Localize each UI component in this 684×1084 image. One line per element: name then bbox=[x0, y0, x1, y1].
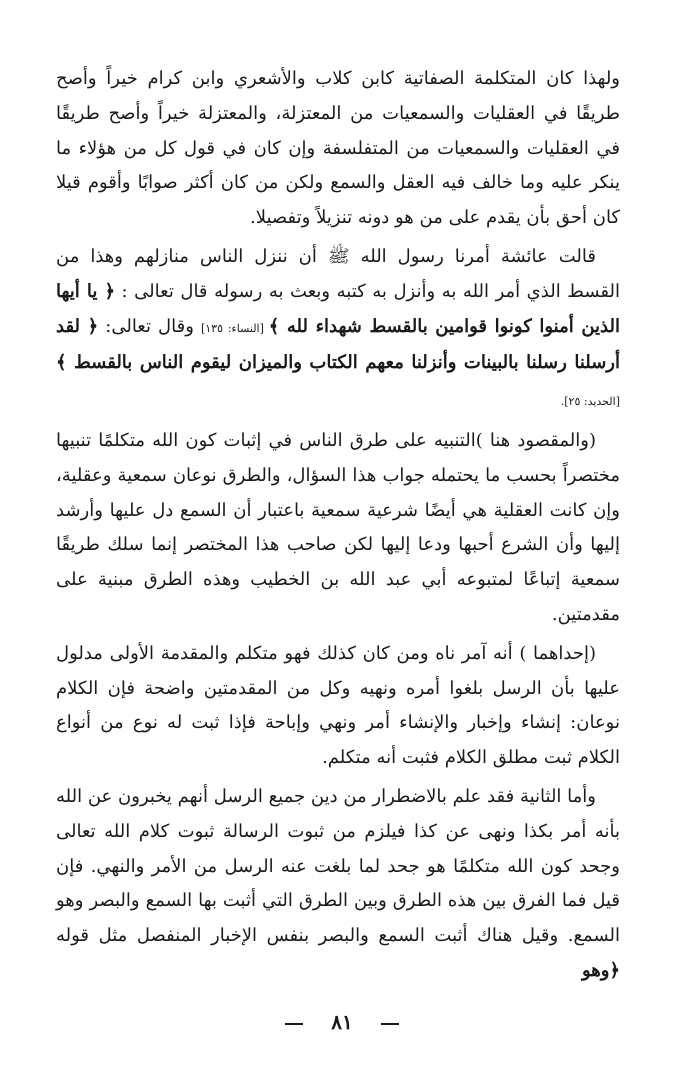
quran-verse-hadid: ﴿ لقد أرسلنا رسلنا بالبينات وأنزلنا معهم الكتاب والميزان ليقوم الناس بالقسط ﴾ bbox=[56, 315, 620, 374]
paragraph-2 bbox=[56, 240, 620, 420]
paragraph-1: ولهذا كان المتكلمة الصفاتية كابن كلاب والأشعري وابن كرام خيراً وأصح طريقًا في العقليات والسمعيات من المعتزلة، والمعتزلة خيراً وأصح طريقًا في العقليات والسمعيات من المتفلسفة وإن كان في قول كل من هؤلاء ما ينكر عليه وما خالف فيه العقل والسمع ولكن من كان أكثر صوابًا وأقوم قيلا كان أحق بأن يقدم على من هو دونه تنزيلاً وتفصيلا. bbox=[56, 68, 620, 229]
quran-verse-nisa: ﴿ يا أيها الذين أمنوا كونوا قوامين بالقسط شهداء لله ﴾ bbox=[56, 280, 620, 337]
page-number: ٨١ bbox=[331, 1010, 353, 1034]
paragraph-5-text: وأما الثانية فقد علم بالاضطرار من دين جميع الرسل أنهم يخبرون عن الله بأنه أمر بكذا ونهى عن كذا فيلزم من ثبوت الرسالة ثبوت كلام الله تعالى وجحد كون الله متكلمًا هو جحد لما بلغت عنه الرسل من الأمر والنهي. فإن قيل فما الفرق بين هذه الطرق وبين الطرق التي أثبت بها السمع والبصر وهو السمع. وقيل هناك أثبت السمع والبصر بنفس الإخبار المنفصل مثل قوله bbox=[56, 785, 620, 947]
page-footer bbox=[0, 1010, 684, 1034]
quran-verse-start: ﴿وهو bbox=[581, 959, 620, 981]
paragraph-4: (إحداهما ) أنه آمر ناه ومن كان كذلك فهو متكلم والمقدمة الأولى مدلول عليها بأن الرسل بلغوا أمره ونهيه وكل من المقدمتين واضحة فإن الكلام نوعان: إنشاء وإخبار والإنشاء أمر ونهي وإباحة فإذا ثبت له نوع من أنواع الكلام ثبت مطلق الكلام فثبت أنه متكلم. bbox=[56, 642, 620, 769]
paragraph-2-text: قالت عائشة أمرنا رسول الله ﷺ أن ننزل الناس منازلهم وهذا من القسط الذي أمر الله به وأنزل به كتبه وبعث به رسوله قال تعالى : bbox=[56, 245, 620, 302]
verse-reference-nisa: [النساء: ١٣٥] bbox=[200, 321, 269, 335]
verse-reference-hadid: [الحديد: ٢٥]. bbox=[560, 395, 620, 409]
paragraph-5 bbox=[56, 780, 620, 989]
paragraph-3: (والمقصود هنا )التنبيه على طرق الناس في إثبات كون الله متكلمًا تنبيها مختصراً بحسب ما يحتمله جواب هذا السؤال، والطرق نوعان سمعية وعقلية، وإن كانت العقلية هي أيضًا شرعية سمعية باعتبار أن السمع دل عليها وأرشد إليها وأن الشرع أحبها ودعا إليها لكن صاحب هذا المختصر إنما سلك طريقًا سمعية إتباعًا لمتبوعه أبي عبد الله بن الخطيب وهذه الطرق مبنية على مقدمتين. bbox=[56, 429, 620, 625]
footer-dash-left bbox=[285, 1023, 303, 1025]
body-text bbox=[56, 62, 620, 989]
footer-dash-right bbox=[381, 1023, 399, 1025]
paragraph-2-connector: وقال تعالى: bbox=[98, 315, 201, 337]
